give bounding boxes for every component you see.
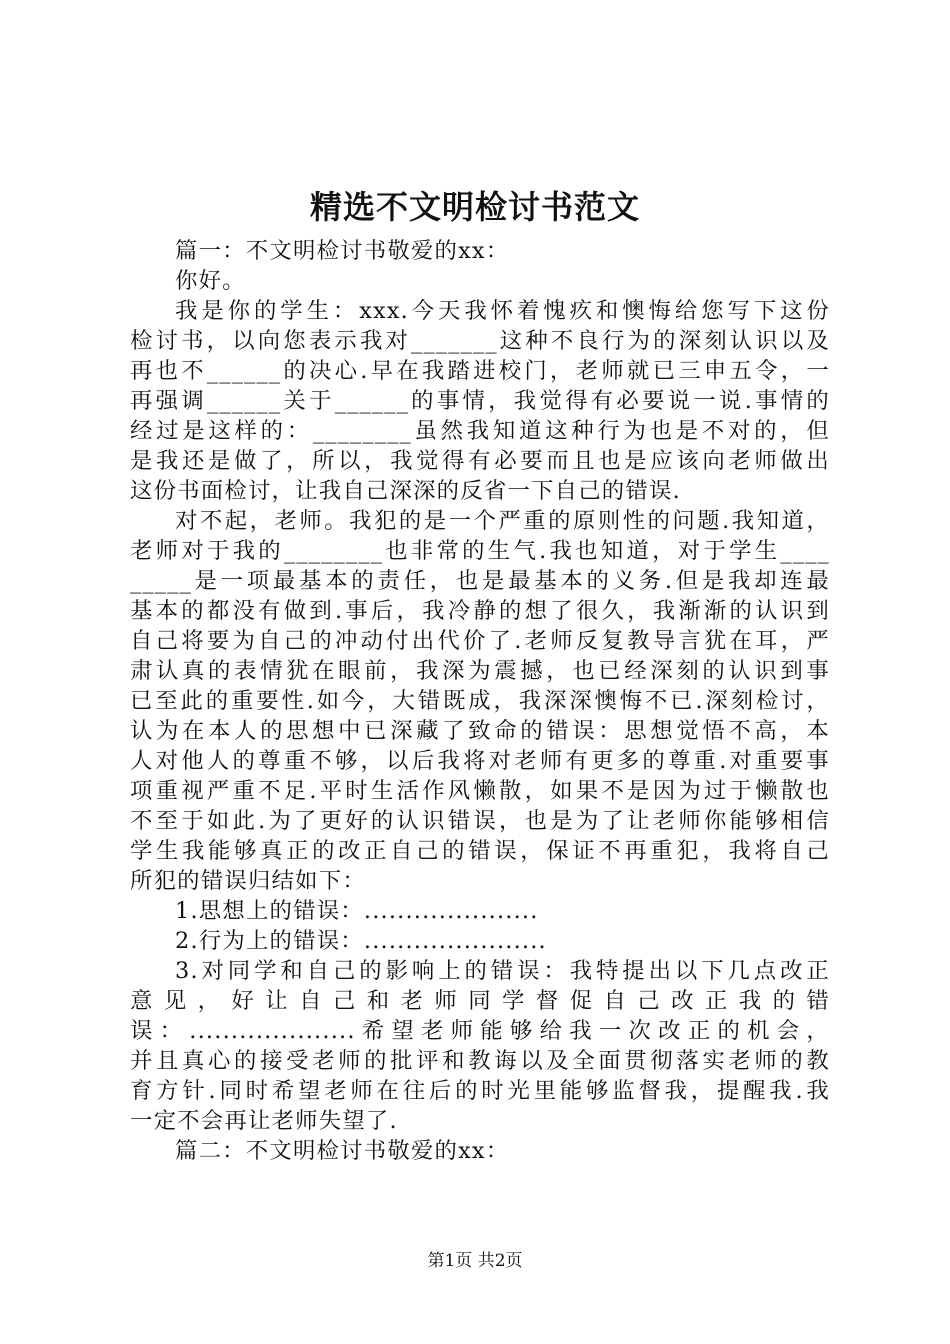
document-title: 精选不文明检讨书范文 xyxy=(309,188,640,226)
text-line: 所犯的错误归结如下： xyxy=(130,868,366,894)
text-line: 3.对同学和自己的影响上的错误：我特提出以下几点改正 xyxy=(175,958,830,984)
text-line: _____是一项最基本的责任，也是最基本的义务.但是我却连最 xyxy=(130,568,830,594)
text-line: 这份书面检讨，让我自己深深的反省一下自己的错误. xyxy=(130,478,681,504)
text-line: 老师对于我的________也非常的生气.我也知道，对于学生____ xyxy=(130,538,830,564)
text-line: 项重视严重不足.平时生活作风懒散，如果不是因为过于懒散也 xyxy=(130,778,830,804)
text-line: 再也不______的决心.早在我踏进校门，老师就已三申五令，一 xyxy=(130,358,830,384)
text-line: 你好。 xyxy=(175,268,246,294)
page-footer: 第1页 共2页 xyxy=(427,1251,523,1271)
text-line: 意见，好让自己和老师同学督促自己改正我的错 xyxy=(130,988,830,1014)
text-line: 1.思想上的错误：..................... xyxy=(175,898,539,924)
text-line: 基本的都没有做到.事后，我冷静的想了很久，我渐渐的认识到 xyxy=(130,598,830,624)
text-line: 学生我能够真正的改正自己的错误，保证不再重犯，我将自己 xyxy=(130,838,830,864)
text-line: 检讨书，以向您表示我对_______这种不良行为的深刻认识以及 xyxy=(130,328,830,354)
document-body xyxy=(130,236,830,1166)
text-line: 对不起，老师。我犯的是一个严重的原则性的问题.我知道， xyxy=(175,508,830,534)
text-line: 篇二：不文明检讨书敬爱的xx： xyxy=(175,1138,510,1164)
text-line: 再强调______关于______的事情，我觉得有必要说一说.事情的 xyxy=(130,388,830,414)
text-line: 我是你的学生：xxx.今天我怀着愧疚和懊悔给您写下这份 xyxy=(175,298,830,324)
text-line: 肃认真的表情犹在眼前，我深为震撼，也已经深刻的认识到事 xyxy=(130,658,830,684)
text-line: 育方针.同时希望老师在往后的时光里能够监督我，提醒我.我 xyxy=(130,1078,830,1104)
text-line: 是我还是做了，所以，我觉得有必要而且也是应该向老师做出 xyxy=(130,448,830,474)
text-line: 不至于如此.为了更好的认识错误，也是为了让老师你能够相信 xyxy=(130,808,830,834)
text-line: 并且真心的接受老师的批评和教诲以及全面贯彻落实老师的教 xyxy=(130,1048,830,1074)
text-line: 人对他人的尊重不够，以后我将对老师有更多的尊重.对重要事 xyxy=(130,748,830,774)
text-line: 篇一：不文明检讨书敬爱的xx： xyxy=(175,238,510,264)
text-line: 已至此的重要性.如今，大错既成，我深深懊悔不已.深刻检讨， xyxy=(130,688,830,714)
text-line: 2.行为上的错误：...................... xyxy=(175,928,547,954)
text-line: 经过是这样的：________虽然我知道这种行为也是不对的，但 xyxy=(130,418,830,444)
text-line: 认为在本人的思想中已深藏了致命的错误：思想觉悟不高，本 xyxy=(130,718,830,744)
text-line: 自己将要为自己的冲动付出代价了.老师反复教导言犹在耳，严 xyxy=(130,628,830,654)
text-line: 误：....................希望老师能够给我一次改正的机会， xyxy=(130,1018,830,1044)
text-line: 一定不会再让老师失望了. xyxy=(130,1108,398,1134)
